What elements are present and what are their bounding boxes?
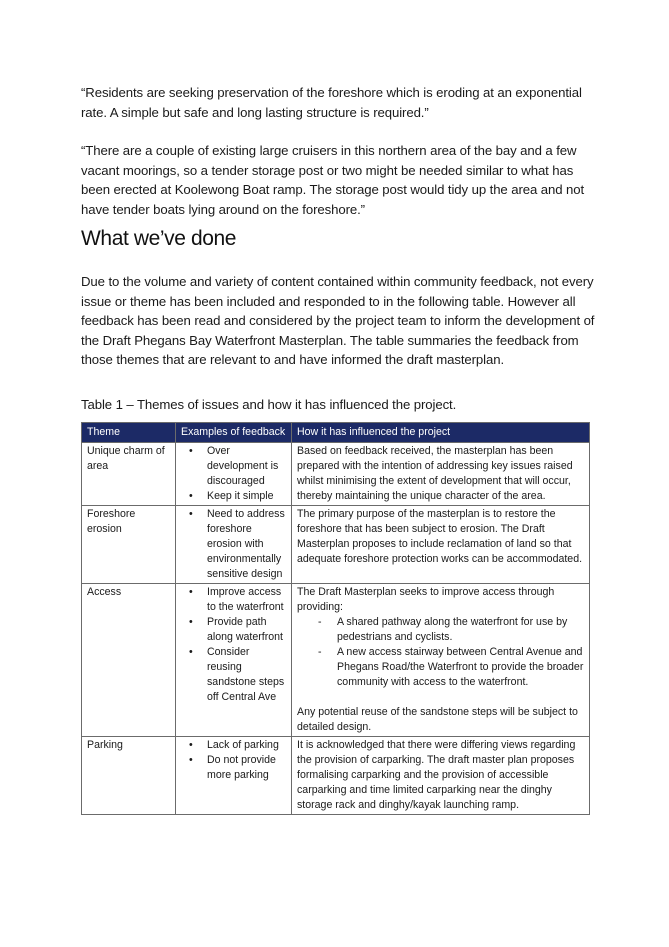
example-item: • Consider reusing sandstone steps off Central Ave [207,645,286,705]
resident-quote-2: “There are a couple of existing large cruisers in this northern area of the bay and a few vacant moorings, so a tender storage post or two might be needed similar to what has been erected at Koolewong Boat ramp. The storage post would tidy up the area and not have tender boats lying around on the foreshore.” [81,143,585,217]
theme-cell: Unique charm of area [82,443,176,506]
examples-cell [176,737,292,815]
examples-cell [176,506,292,584]
theme-cell: Parking [82,737,176,815]
influence-cell: Based on feedback received, the masterplan has been prepared with the intention of addressing key issues raised whilst minimising the extent of development that will occur, thereby maintaining the unique character of the area. [292,443,590,506]
table-row [82,584,590,737]
table-row [82,737,590,815]
influence-note: Any potential reuse of the sandstone steps will be subject to detailed design. [297,706,578,733]
table-caption: Table 1 – Themes of issues and how it has influenced the project. [81,397,457,412]
resident-quote-1: “Residents are seeking preservation of the foreshore which is eroding at an exponential rate. A simple but safe and long lasting structure is required.” [81,85,582,120]
influence-intro: The Draft Masterplan seeks to improve access through providing: [297,586,555,613]
table-row [82,506,590,584]
example-item: • Lack of parking [207,738,286,753]
header-influence: How it has influenced the project [292,423,590,443]
example-item: • Over development is discouraged [207,444,286,489]
theme-cell: Foreshore erosion [82,506,176,584]
influence-item: - A new access stairway between Central Avenue and Phegans Road/the Waterfront to provide the broader community with access to the waterfront. [337,645,584,690]
example-item: • Keep it simple [207,489,286,504]
example-item: • Do not provide more parking [207,753,286,783]
examples-cell [176,443,292,506]
intro-paragraph: Due to the volume and variety of content contained within community feedback, not every issue or theme has been included and responded to in the following table. However all feedback has been read and considered by the project team to inform the development of the Draft Phegans Bay Waterfront Masterplan. The table summaries the feedback from those themes that are relevant to and have informed the draft masterplan. [81,274,595,368]
example-item: • Need to address foreshore erosion with environmentally sensitive design [207,507,286,582]
header-examples: Examples of feedback [176,423,292,443]
example-item: • Improve access to the waterfront [207,585,286,615]
section-heading: What we’ve done [81,227,237,250]
header-theme: Theme [82,423,176,443]
themes-table [81,422,590,815]
influence-cell [292,584,590,737]
examples-cell [176,584,292,737]
table-row [82,443,590,506]
influence-cell: It is acknowledged that there were differing views regarding the provision of carparking. The draft master plan proposes formalising carparking and the provision of accessible carparking and time limited carparking near the dinghy storage rack and dinghy/kayak launching ramp. [292,737,590,815]
theme-cell: Access [82,584,176,737]
table-header-row [82,423,590,443]
example-item: • Provide path along waterfront [207,615,286,645]
influence-cell: The primary purpose of the masterplan is to restore the foreshore that has been subject to erosion. The Draft Masterplan proposes to include reclamation of land so that adequate foreshore protection works can be accommodated. [292,506,590,584]
influence-item: - A shared pathway along the waterfront for use by pedestrians and cyclists. [337,615,584,645]
